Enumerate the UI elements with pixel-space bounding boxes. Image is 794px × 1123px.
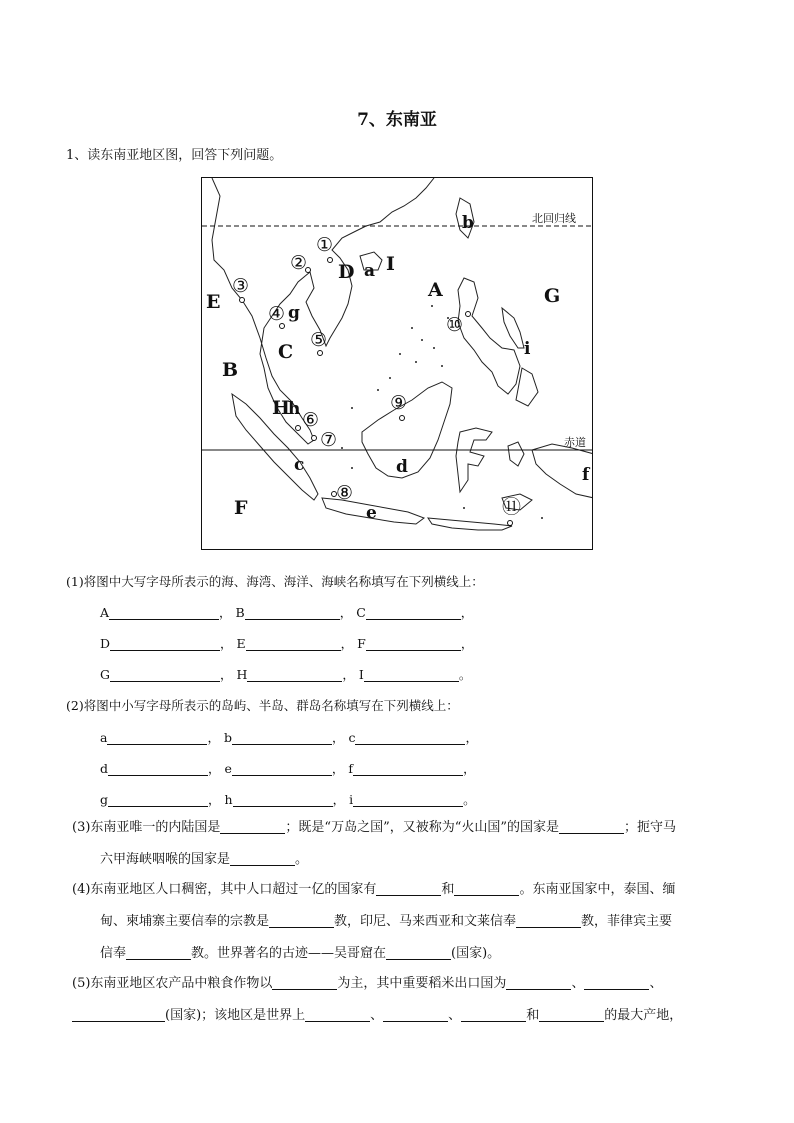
answer-blank[interactable] [386,943,451,960]
answer-blank[interactable] [366,603,461,620]
city-label-11: ⑪ [502,496,522,518]
answer-blank[interactable] [109,603,219,620]
island-label-d: d [396,457,408,477]
tropic-label: 北回归线 [532,212,576,225]
answer-blank[interactable] [305,1005,370,1022]
city-label-1: ① [316,234,334,256]
city-label-8: ⑧ [336,482,354,504]
answer-blank[interactable] [584,973,649,990]
answer-blank[interactable] [246,634,341,651]
answer-blank[interactable] [72,1005,165,1022]
island-label-c: c [294,455,305,475]
city-label-5: ⑤ [310,329,328,351]
answer-blank[interactable] [247,665,342,682]
answer-blank[interactable] [126,943,191,960]
city-label-4: ④ [268,303,286,325]
sea-label-F: F [234,497,248,519]
sea-label-C: C [278,341,294,363]
answer-blank[interactable] [220,817,285,834]
answer-blank[interactable] [353,790,463,807]
sulawesi-island [456,428,492,492]
q3-paragraph: (3)东南亚唯一的内陆国是 ；既是“万岛之国”，又被称为“火山国”的国家是 ；扼守马 六甲海峡咽喉的国家是 。 [72,812,732,876]
equator-label: 赤道 [564,436,586,449]
q2-heading: (2)将图中小写字母所表示的岛屿、半岛、群岛名称填写在下列横线上： [66,698,459,713]
island-label-i: i [524,339,531,359]
sea-label-B: B [222,359,239,381]
city-label-6: ⑥ [302,409,320,431]
q2-row-1: a ， b ， c ， [100,730,478,745]
sea-label-D: D [338,261,355,283]
philippines-islands [458,278,520,394]
answer-blank[interactable] [245,603,340,620]
island-label-g: g [288,303,300,323]
island-label-h: h [288,399,301,419]
answer-blank[interactable] [366,634,461,651]
answer-blank[interactable] [233,790,333,807]
island-label-e: e [366,503,377,523]
answer-blank[interactable] [230,849,295,866]
city-label-3: ③ [232,275,250,297]
city-label-2: ② [290,252,308,274]
answer-blank[interactable] [454,879,519,896]
q1-row-2: D ， E ， F ， [100,636,474,651]
answer-blank[interactable] [110,665,220,682]
answer-blank[interactable] [355,728,465,745]
answer-blank[interactable] [559,817,624,834]
sea-label-E: E [206,291,221,313]
answer-blank[interactable] [108,759,208,776]
answer-blank[interactable] [516,911,581,928]
sea-label-H: H [272,397,290,419]
q1-row-1: A ， B ， C ， [100,605,474,620]
answer-blank[interactable] [272,973,337,990]
answer-blank[interactable] [506,973,571,990]
southeast-asia-map [201,177,593,550]
answer-blank[interactable] [353,759,463,776]
answer-blank[interactable] [232,728,332,745]
answer-blank[interactable] [110,634,220,651]
answer-blank[interactable] [108,790,208,807]
q5-paragraph: (5)东南亚地区农产品中粮食作物以 为主，其中重要稻米出口国为 、 、 (国家)；该地区是世界上 、 、 和 的最大产地， [72,968,732,1032]
map-drawing [202,178,593,550]
answer-blank[interactable] [107,728,207,745]
answer-blank[interactable] [364,665,459,682]
island-label-a: a [364,261,376,281]
answer-blank[interactable] [376,879,441,896]
answer-blank[interactable] [232,759,332,776]
city-label-10: ⑩ [446,314,464,336]
question-intro: 1、读东南亚地区图，回答下列问题。 [66,148,283,163]
island-label-f: f [582,465,590,485]
q2-row-2: d ， e ， f ， [100,761,476,776]
sea-label-I: I [386,253,395,275]
q1-heading: (1)将图中大写字母所表示的海、海湾、海洋、海峡名称填写在下列横线上： [66,574,484,589]
sea-label-A: A [428,279,443,301]
island-label-b: b [462,213,474,233]
q1-row-3: G ， H ， I 。 [100,667,472,682]
city-label-9: ⑨ [390,392,408,414]
answer-blank[interactable] [269,911,334,928]
q2-row-3: g ， h ， i 。 [100,792,476,807]
sea-label-G: G [544,285,561,307]
answer-blank[interactable] [461,1005,526,1022]
page-title: 7、东南亚 [357,110,437,130]
answer-blank[interactable] [383,1005,448,1022]
answer-blank[interactable] [539,1005,604,1022]
q4-paragraph: (4)东南亚地区人口稠密，其中人口超过一亿的国家有 和 。东南亚国家中，泰国、缅 甸、柬埔寨主要信奉的宗教是 教，印尼、马来西亚和文莱信奉 教，菲律宾主要 信奉 教。世界著名的古迹——吴哥窟在 (国家)。 [72,874,732,970]
city-label-7: ⑦ [320,429,338,451]
